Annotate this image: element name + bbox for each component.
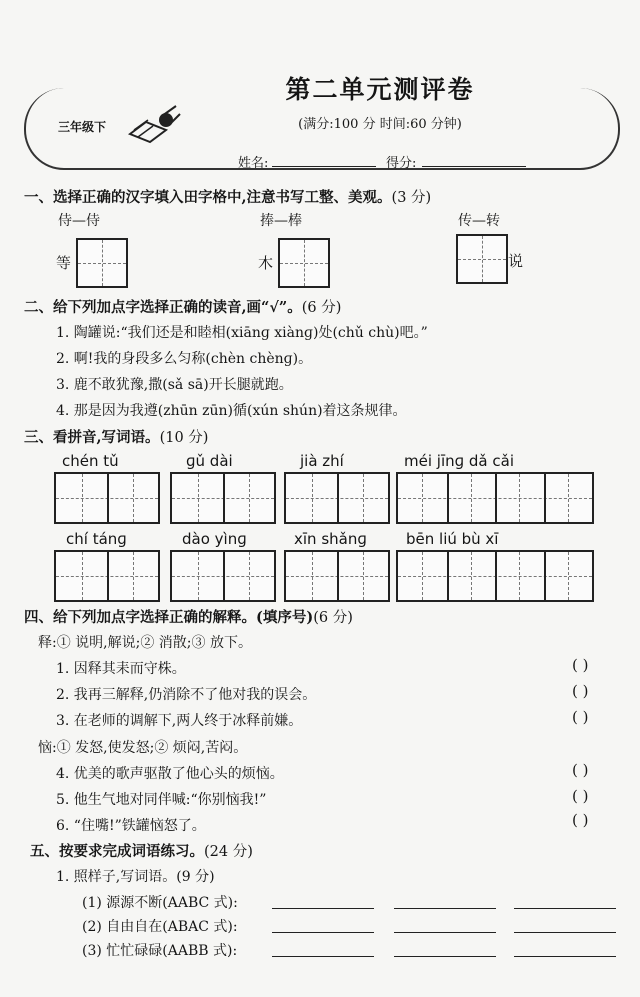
meaning-item: 5. 他生气地对同伴喊:“你别恼我!” [56,792,267,808]
definition-list: 释:① 说明,解说;② 消散;③ 放下。 [38,635,252,651]
tianzige-box[interactable] [278,238,330,288]
pinyin-label: jià zhí [300,452,344,470]
writing-grid[interactable] [396,550,594,602]
page-title: 第二单元测评卷 [285,75,475,104]
writing-grid[interactable] [396,472,594,524]
answer-blank[interactable] [394,908,496,909]
answer-blank[interactable] [394,932,496,933]
tianzige-box[interactable] [456,234,508,284]
reading-item: 4. 那是因为我遵(zhūn zūn)循(xún shún)着这条规律。 [56,403,407,419]
answer-paren[interactable]: ( ) [572,682,589,700]
answer-paren[interactable]: ( ) [572,656,589,674]
tianzige-box[interactable] [76,238,128,288]
name-field[interactable] [272,166,376,167]
answer-blank[interactable] [272,956,374,957]
definition-list: 恼:① 发怒,使发怒;② 烦闷,苦闷。 [38,740,248,756]
char-suffix: 说 [508,252,524,270]
grade-label: 三年级下 [58,120,107,134]
pinyin-label: méi jīnɡ dǎ cǎi [404,452,514,470]
writing-grid[interactable] [170,550,276,602]
name-label: 姓名: [238,156,269,171]
answer-paren[interactable]: ( ) [572,811,589,829]
section3-heading: 三、看拼音,写词语。(10 分) [24,429,209,446]
answer-blank[interactable] [514,908,616,909]
word-pattern-item: (3) 忙忙碌碌(AABB 式): [82,943,238,959]
pinyin-label: bēn liú bù xī [406,530,499,548]
answer-paren[interactable]: ( ) [572,787,589,805]
reading-item: 2. 啊!我的身段多么匀称(chèn chènɡ)。 [56,351,313,367]
answer-blank[interactable] [272,908,374,909]
pinyin-label: chí tánɡ [66,530,127,548]
meaning-item: 1. 因释其耒而守株。 [56,661,186,677]
char-prefix: 等 [56,254,72,272]
answer-blank[interactable] [514,956,616,957]
answer-blank[interactable] [272,932,374,933]
subsection-title: 1. 照样子,写词语。(9 分) [56,869,215,885]
pinyin-label: dào yìnɡ [182,530,247,548]
section5-heading: 五、按要求完成词语练习。(24 分) [30,843,253,860]
reading-item: 3. 鹿不敢犹豫,撒(sǎ sā)开长腿就跑。 [56,377,293,393]
meaning-item: 6. “住嘴!”铁罐恼怒了。 [56,818,206,834]
section1-heading: 一、选择正确的汉字填入田字格中,注意书写工整、美观。(3 分) [24,189,432,206]
section4-heading: 四、给下列加点字选择正确的解释。(填序号)(6 分) [24,609,353,626]
writing-grid[interactable] [170,472,276,524]
meaning-item: 2. 我再三解释,仍消除不了他对我的误会。 [56,687,317,703]
char-pair: 传—转 [458,213,500,229]
char-pair: 侍—侍 [58,213,100,229]
meaning-item: 3. 在老师的调解下,两人终于冰释前嫌。 [56,713,303,729]
writing-grid[interactable] [284,472,390,524]
page-subtitle: (满分:100 分 时间:60 分钟) [298,117,462,132]
meaning-item: 4. 优美的歌声驱散了他心头的烦恼。 [56,766,284,782]
answer-blank[interactable] [394,956,496,957]
answer-paren[interactable]: ( ) [572,708,589,726]
writing-grid[interactable] [54,472,160,524]
writing-grid[interactable] [54,550,160,602]
pinyin-label: ɡǔ dài [186,452,233,470]
reading-item: 1. 陶罐说:“我们还是和睦相(xiānɡ xiànɡ)处(chǔ chù)吧。” [56,325,428,341]
char-prefix: 木 [258,254,274,272]
char-pair: 捧—棒 [260,213,302,229]
score-field[interactable] [422,166,526,167]
answer-blank[interactable] [514,932,616,933]
word-pattern-item: (2) 自由自在(ABAC 式): [82,919,238,935]
word-pattern-item: (1) 源源不断(AABC 式): [82,895,238,911]
pinyin-label: xīn shǎnɡ [294,530,367,548]
pinyin-label: chén tǔ [62,452,119,470]
writing-grid[interactable] [284,550,390,602]
answer-paren[interactable]: ( ) [572,761,589,779]
section2-heading: 二、给下列加点字选择正确的读音,画“√”。(6 分) [24,299,342,316]
score-label: 得分: [386,156,417,171]
book-icon [126,104,182,146]
